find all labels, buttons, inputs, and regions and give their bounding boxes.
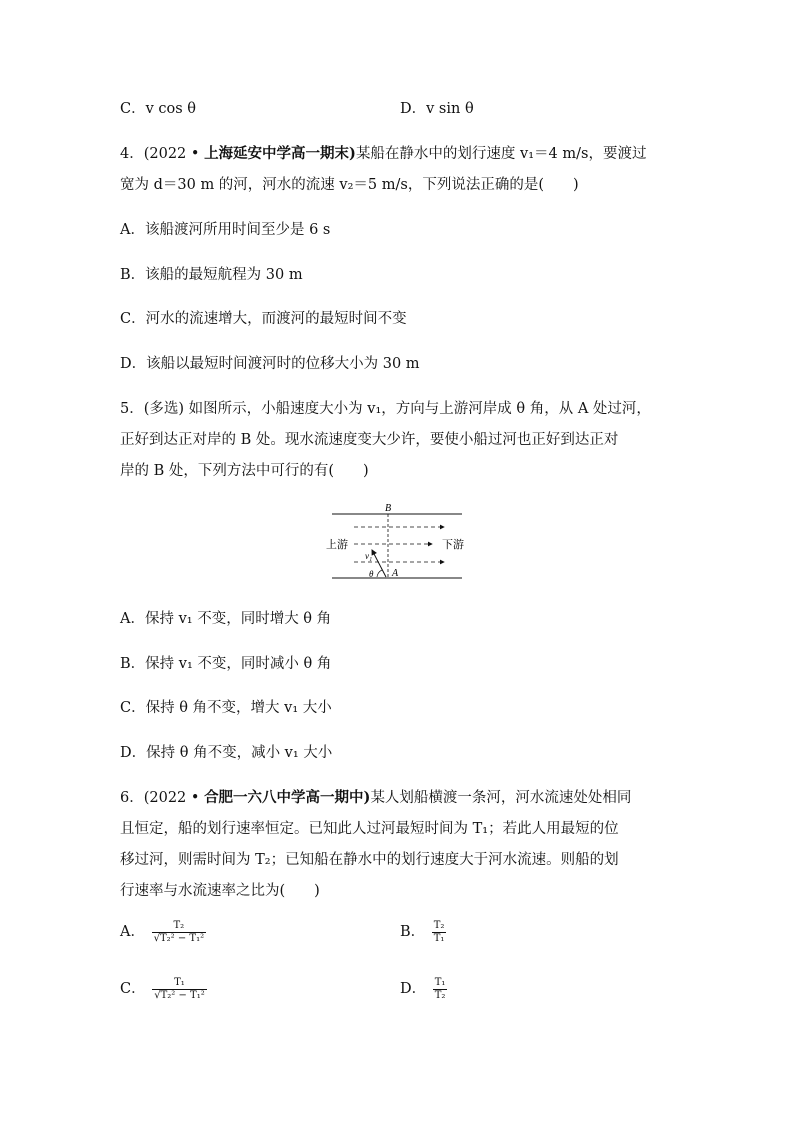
q4-source: 上海延安中学高一期末) bbox=[204, 145, 356, 162]
q4-stem-text: 某船在静水中的划行速度 v₁＝4 m/s，要渡过 bbox=[355, 146, 647, 162]
q4-option-c: C．河水的流速增大，而渡河的最短时间不变 bbox=[120, 311, 407, 327]
q4-stem-line1 bbox=[120, 142, 646, 163]
q6-option-c-label: C． bbox=[120, 981, 146, 997]
q5-stem-line1: 5．(多选) 如图所示，小船速度大小为 v₁，方向与上游河岸成 θ 角，从 A 处过河， bbox=[120, 401, 651, 417]
q6-option-a-label: A． bbox=[120, 924, 145, 940]
q4-option-b: B．该船的最短航程为 30 m bbox=[120, 267, 303, 283]
q6-stem-line3: 移过河，则需时间为 T₂；已知船在静水中的划行速度大于河水流速。则船的划 bbox=[120, 852, 619, 868]
q5-option-b: B．保持 v₁ 不变，同时减小 θ 角 bbox=[120, 656, 332, 672]
q5-stem-line2: 正好到达正对岸的 B 处。现水流速度变大少许，要使小船过河也正好到达正对 bbox=[120, 432, 619, 448]
q3-option-c: C．v cos θ bbox=[120, 101, 197, 117]
q5-option-a: A．保持 v₁ 不变，同时增大 θ 角 bbox=[120, 611, 332, 627]
q6-option-b-fraction bbox=[432, 920, 447, 944]
q6-stem-text: 某人划船横渡一条河，河水流速处处相同 bbox=[370, 790, 632, 806]
q6-option-a-radicand: T₂² − T₁² bbox=[159, 932, 205, 944]
river-crossing-diagram bbox=[322, 500, 472, 586]
q6-option-b-denominator: T₁ bbox=[433, 932, 445, 944]
q6-source: 合肥一六八中学高一期中) bbox=[204, 789, 371, 806]
q6-option-c-fraction bbox=[152, 977, 207, 1001]
label-upstream: 上游 bbox=[326, 538, 348, 551]
q3-option-d: D．v sin θ bbox=[400, 101, 474, 117]
label-theta: θ bbox=[369, 569, 374, 579]
q6-option-d bbox=[400, 977, 447, 1001]
q4-option-d: D．该船以最短时间渡河时的位移大小为 30 m bbox=[120, 356, 420, 372]
q6-option-c-denominator: √T₂² − T₁² bbox=[154, 989, 205, 1001]
label-downstream: 下游 bbox=[442, 538, 464, 551]
q6-option-b bbox=[400, 920, 446, 944]
q6-option-b-label: B． bbox=[400, 924, 426, 940]
q6-stem-line2: 且恒定，船的划行速率恒定。已知此人过河最短时间为 T₁；若此人用最短的位 bbox=[120, 821, 619, 837]
q4-stem-line2: 宽为 d＝30 m 的河，河水的流速 v₂＝5 m/s，下列说法正确的是( ) bbox=[120, 177, 579, 193]
q6-option-c bbox=[120, 977, 207, 1001]
q6-option-d-numerator: T₁ bbox=[434, 977, 446, 988]
q6-stem-line1 bbox=[120, 786, 631, 807]
label-v1: v₁ bbox=[365, 551, 373, 561]
q6-option-c-radicand: T₂² − T₁² bbox=[160, 989, 205, 1001]
q4-option-a: A．该船渡河所用时间至少是 6 s bbox=[120, 222, 331, 238]
q6-option-d-label: D． bbox=[400, 981, 427, 997]
q6-option-d-denominator: T₂ bbox=[434, 989, 446, 1001]
v1-arrow bbox=[372, 550, 386, 577]
q4-number: 4．(2022 • bbox=[120, 146, 205, 162]
label-a: A bbox=[392, 568, 399, 579]
q6-stem-line4: 行速率与水流速率之比为( ) bbox=[120, 883, 320, 899]
q6-option-a-denominator: √T₂² − T₁² bbox=[153, 932, 205, 944]
q6-option-b-numerator: T₂ bbox=[433, 920, 445, 931]
q6-option-a-numerator: T₂ bbox=[173, 920, 185, 931]
q6-option-a-fraction bbox=[152, 920, 207, 944]
q5-stem-line3: 岸的 B 处，下列方法中可行的有( ) bbox=[120, 463, 369, 479]
q6-option-d-fraction bbox=[433, 977, 448, 1001]
theta-arc bbox=[377, 570, 382, 577]
q6-number: 6．(2022 • bbox=[120, 790, 205, 806]
label-b: B bbox=[385, 503, 392, 514]
q5-option-c: C．保持 θ 角不变，增大 v₁ 大小 bbox=[120, 700, 332, 716]
q5-option-d: D．保持 θ 角不变，减小 v₁ 大小 bbox=[120, 745, 333, 761]
river-diagram-svg bbox=[322, 500, 472, 586]
q6-option-c-numerator: T₁ bbox=[174, 977, 185, 988]
q6-option-a bbox=[120, 920, 206, 944]
